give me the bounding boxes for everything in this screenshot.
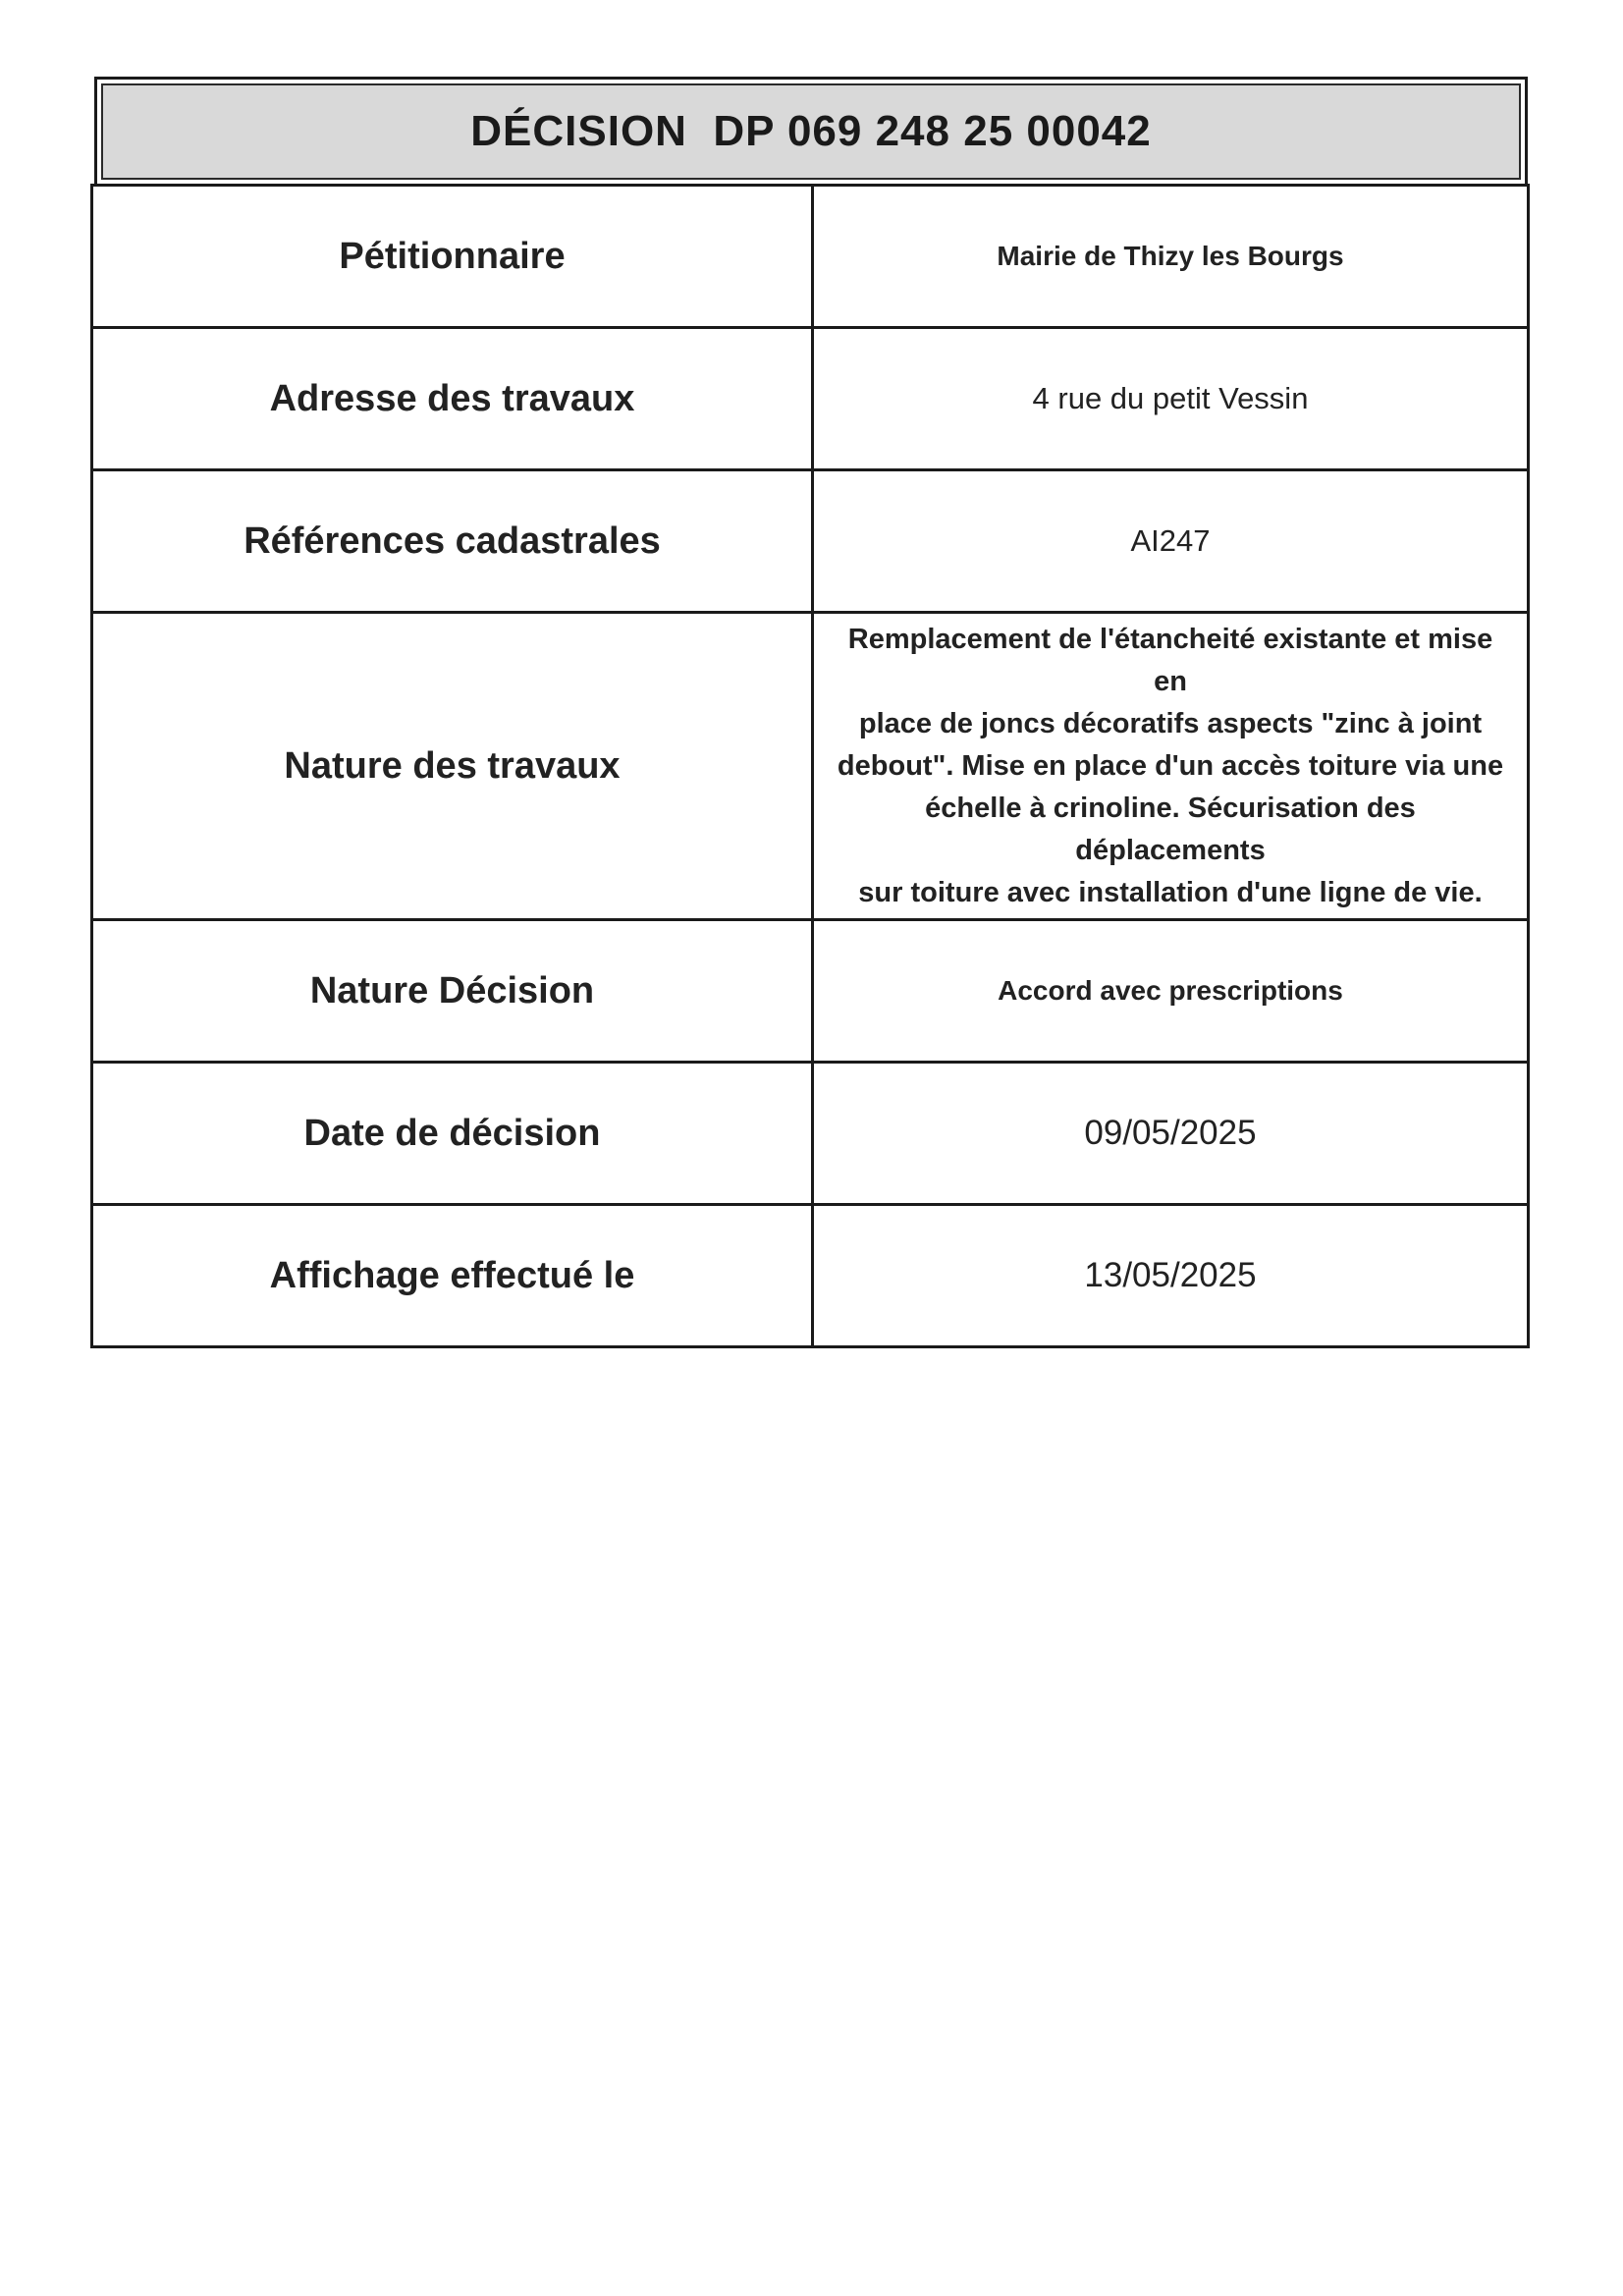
row-label-petitionnaire: Pétitionnaire: [92, 186, 813, 328]
table-row-nature-travaux: [92, 613, 1529, 920]
row-value-nature-decision: Accord avec prescriptions: [813, 920, 1529, 1063]
table-row-petitionnaire: [92, 186, 1529, 328]
table-row-adresse: [92, 328, 1529, 470]
row-value-references: AI247: [813, 470, 1529, 613]
nature-travaux-line: échelle à crinoline. Sécurisation des déplacements: [925, 792, 1416, 866]
row-label-affichage: Affichage effectué le: [92, 1205, 813, 1347]
table-row-nature-decision: [92, 920, 1529, 1063]
decision-sheet: [90, 77, 1530, 1348]
row-value-adresse: 4 rue du petit Vessin: [813, 328, 1529, 470]
decision-table: [90, 184, 1530, 1348]
nature-travaux-line: sur toiture avec installation d'une ligne de vie.: [858, 876, 1483, 908]
row-value-date-decision: 09/05/2025: [813, 1063, 1529, 1205]
nature-travaux-line: place de joncs décoratifs aspects "zinc à joint: [858, 707, 1483, 739]
table-row-date-decision: [92, 1063, 1529, 1205]
row-value-petitionnaire: Mairie de Thizy les Bourgs: [813, 186, 1529, 328]
nature-travaux-line: debout". Mise en place d'un accès toiture via une: [837, 749, 1504, 782]
row-value-affichage: 13/05/2025: [813, 1205, 1529, 1347]
table-row-affichage: [92, 1205, 1529, 1347]
row-label-nature-decision: Nature Décision: [92, 920, 813, 1063]
row-label-date-decision: Date de décision: [92, 1063, 813, 1205]
nature-travaux-line: Remplacement de l'étancheité existante et mise en: [847, 623, 1493, 697]
title-banner: [101, 83, 1521, 180]
row-value-nature-travaux: [813, 613, 1529, 920]
table-row-references: [92, 470, 1529, 613]
title-box: [94, 77, 1528, 187]
row-label-references: Références cadastrales: [92, 470, 813, 613]
document-title: DÉCISION DP 069 248 25 00042: [470, 107, 1152, 155]
row-label-nature-travaux: Nature des travaux: [92, 613, 813, 920]
row-label-adresse: Adresse des travaux: [92, 328, 813, 470]
